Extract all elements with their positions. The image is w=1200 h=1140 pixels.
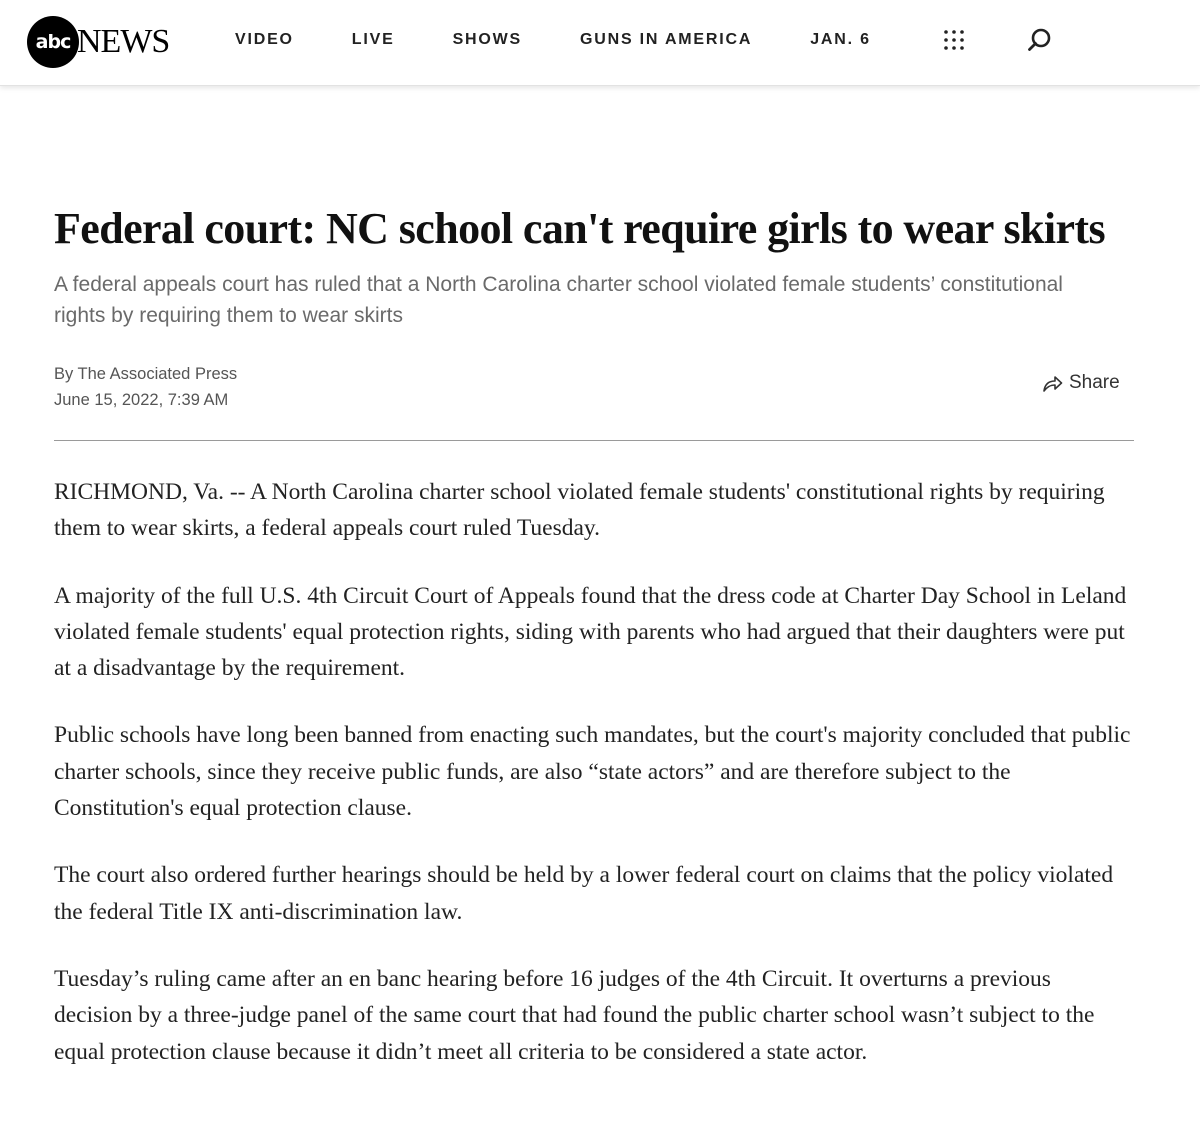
article-paragraph: Public schools have long been banned from enacting such mandates, but the court's majority concluded that public charter schools, since they receive public funds, are also “state actors” and are therefore subject to the Constitution's equal protection clause. (54, 722, 1131, 822)
nav-item-jan-6[interactable]: JAN. 6 (810, 31, 871, 48)
main-nav (235, 0, 871, 80)
search-icon[interactable] (1027, 27, 1053, 53)
byline-date: June 15, 2022, 7:39 AM (54, 391, 229, 409)
byline-block (54, 361, 237, 413)
article-body (54, 474, 1134, 1101)
nav-item-shows[interactable]: SHOWS (452, 31, 523, 48)
share-arrow-icon (1042, 373, 1063, 394)
article-paragraph: The court also ordered further hearings should be held by a lower federal court on claims that the policy violated the federal Title IX anti-discrimination law. (54, 862, 1114, 925)
abc-logo-badge: abc (27, 16, 79, 68)
article-paragraph: Tuesday’s ruling came after an en banc hearing before 16 judges of the 4th Circuit. It overturns a previous decision by a three-judge panel of the same court that had found the public charter school wasn’t subject to the equal protection clause because it didn’t meet all criteria to be considered a state actor. (54, 965, 1095, 1065)
grid-dots-icon[interactable] (943, 29, 965, 51)
article-paragraph: A majority of the full U.S. 4th Circuit Court of Appeals found that the dress code at Charter Day School in Leland violated female students' equal protection rights, siding with parents who had argued that their daughters were put at a disadvantage by the requirement. (54, 582, 1127, 682)
article-headline: Federal court: NC school can't require girls to wear skirts (54, 204, 1105, 253)
news-wordmark: NEWS (77, 23, 170, 60)
article-paragraph: RICHMOND, Va. -- A North Carolina charter school violated female students' constitutional rights by requiring them to wear skirts, a federal appeals court ruled Tuesday. (54, 479, 1105, 542)
abc-news-logo[interactable] (27, 16, 169, 68)
byline-author: By The Associated Press (54, 365, 238, 383)
nav-item-video[interactable]: VIDEO (235, 31, 294, 48)
share-label: Share (1069, 372, 1120, 393)
article-dek: A federal appeals court has ruled that a North Carolina charter school violated female students’ constitutional rights by requiring them to wear skirts (54, 273, 1063, 327)
nav-item-live[interactable]: LIVE (351, 31, 395, 48)
nav-item-guns-in-america[interactable]: GUNS IN AMERICA (580, 31, 753, 48)
header-divider (54, 440, 1134, 441)
share-button[interactable] (1042, 369, 1120, 397)
site-header (0, 0, 1200, 86)
